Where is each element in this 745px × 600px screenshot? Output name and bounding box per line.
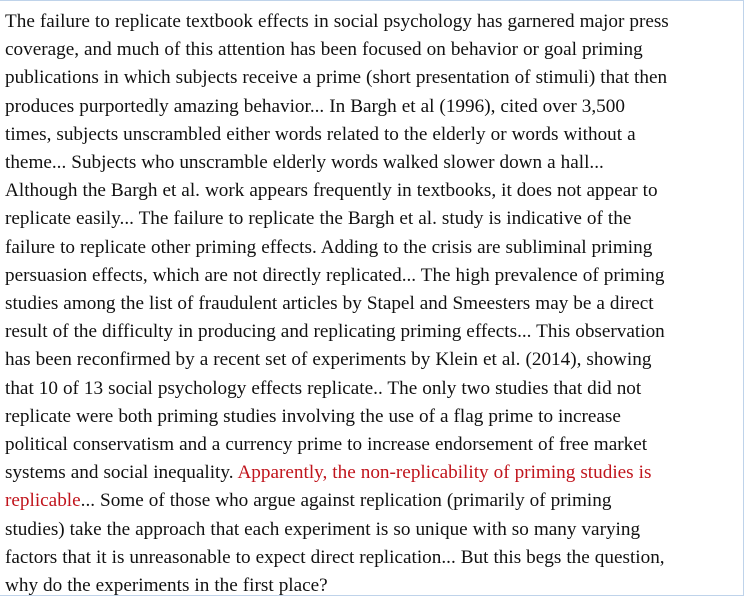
passage-line: publications in which subjects receive a prime (short presentation of stimuli) that then	[5, 67, 668, 89]
passage-line: failure to replicate other priming effects. Adding to the crisis are subliminal priming	[5, 236, 653, 258]
passage-line: result of the difficulty in producing and replicating priming effects... This observation	[5, 321, 665, 343]
passage-line: studies) take the approach that each experiment is so unique with so many varying	[5, 518, 641, 540]
passage-line-highlight-end	[5, 487, 740, 515]
passage-line: produces purportedly amazing behavior... In Bargh et al (1996), cited over 3,500	[5, 95, 625, 117]
passage-line: political conservatism and a currency prime to increase endorsement of free market	[5, 434, 648, 456]
passage-line: that 10 of 13 social psychology effects replicate.. The only two studies that did not	[5, 377, 642, 399]
plain-text: systems and social inequality.	[5, 462, 238, 484]
highlighted-text: replicable	[5, 490, 81, 512]
passage-line: times, subjects unscrambled either words related to the elderly or words without a	[5, 123, 636, 145]
quoted-passage	[0, 1, 743, 600]
passage-line: Although the Bargh et al. work appears frequently in textbooks, it does not appear to	[5, 180, 658, 202]
passage-line: factors that it is unreasonable to expect direct replication... But this begs the question,	[5, 546, 665, 568]
passage-line: The failure to replicate textbook effects in social psychology has garnered major press	[5, 11, 669, 32]
highlighted-text: Apparently, the non-replicability of priming studies is	[237, 462, 652, 484]
passage-line-highlight-start	[5, 459, 740, 487]
passage-line: why do the experiments in the first place?	[5, 575, 328, 597]
passage-line: has been reconfirmed by a recent set of experiments by Klein et al. (2014), showing	[5, 349, 652, 371]
passage-line: studies among the list of fraudulent articles by Stapel and Smeesters may be a direct	[5, 293, 654, 315]
passage-line: persuasion effects, which are not directly replicated... The high prevalence of priming	[5, 264, 665, 286]
passage-line: replicate were both priming studies involving the use of a flag prime to increase	[5, 405, 621, 427]
passage-line: replicate easily... The failure to replicate the Bargh et al. study is indicative of the	[5, 208, 632, 230]
plain-text: ... Some of those who argue against replication (primarily of priming	[80, 490, 612, 512]
passage-line: theme... Subjects who unscramble elderly words walked slower down a hall...	[5, 152, 604, 174]
passage-line: coverage, and much of this attention has been focused on behavior or goal priming	[5, 39, 643, 61]
